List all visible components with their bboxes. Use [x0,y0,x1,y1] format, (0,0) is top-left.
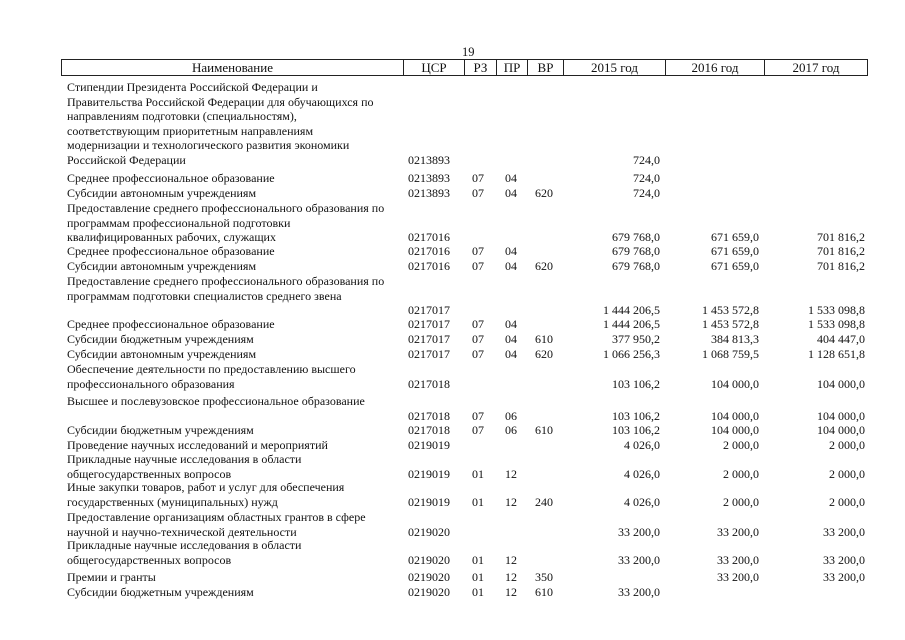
row-2017: 2 000,0 [829,438,865,452]
row-csr: 0217017 [408,317,450,331]
row-2017: 33 200,0 [823,552,865,567]
row-name: Иные закупки товаров, работ и услуг для обеспечения государственных (муниципальных) нужд [67,480,345,509]
row-csr: 0219020 [408,524,450,539]
row-csr: 0219019 [408,438,450,452]
row-csr: 0219019 [408,466,450,481]
row-pr: 04 [505,186,517,200]
row-vr: 620 [535,347,553,361]
row-csr: 0217017 [408,303,450,318]
row-name: Субсидии автономным учреждениям [67,186,257,200]
row-2016: 2 000,0 [723,466,759,481]
row-pr: 04 [505,259,517,273]
row-2017: 701 816,2 [817,259,865,273]
row-csr: 0213893 [408,171,450,185]
row-2016: 1 453 572,8 [702,303,759,318]
row-name: Обеспечение деятельности по предоставлению высшего профессионального образования [67,362,356,391]
header-2015: 2015 год [563,60,665,75]
row-2016: 2 000,0 [723,494,759,509]
row-name: Субсидии автономным учреждениям [67,347,257,361]
row-csr: 0219020 [408,570,450,584]
row-2015: 1 444 206,5 [603,303,660,318]
row-vr: 620 [535,186,553,200]
row-rz: 01 [472,494,484,509]
row-2017: 104 000,0 [817,376,865,391]
row-csr: 0217016 [408,230,450,245]
row-name: Среднее профессиональное образование [67,171,275,185]
header-name: Наименование [192,60,273,75]
row-2015: 724,0 [633,171,660,185]
row-2017: 104 000,0 [817,423,865,437]
row-name: Предоставление среднего профессионального образования по программам профессиональной подготовки квалифицированных рабочих, служащих [67,201,385,245]
row-csr: 0219020 [408,552,450,567]
row-2017: 33 200,0 [823,524,865,539]
row-csr: 0217016 [408,259,450,273]
row-rz: 07 [472,332,484,346]
row-rz: 07 [472,317,484,331]
row-2016: 104 000,0 [711,423,759,437]
row-name: Субсидии бюджетным учреждениям [67,332,254,346]
row-csr: 0213893 [408,186,450,200]
header-2016: 2016 год [665,60,764,75]
row-csr: 0217017 [408,332,450,346]
row-2016: 384 813,3 [711,332,759,346]
row-name: Субсидии автономным учреждениям [67,259,257,273]
row-pr: 12 [505,466,517,481]
row-csr: 0213893 [408,153,450,167]
row-name: Предоставление организациям областных грантов в сфере научной и научно-технической деятельности [67,510,366,539]
row-csr: 0217018 [408,408,450,423]
row-pr: 12 [505,570,517,584]
row-2016: 33 200,0 [717,570,759,584]
row-name: Субсидии бюджетным учреждениям [67,585,254,599]
row-vr: 610 [535,332,553,346]
row-name: Субсидии бюджетным учреждениям [67,423,254,437]
row-pr: 04 [505,347,517,361]
row-2016: 104 000,0 [711,408,759,423]
row-pr: 12 [505,494,517,509]
row-vr: 350 [535,570,553,584]
row-2015: 1 444 206,5 [603,317,660,331]
row-2017: 1 533 098,8 [808,303,865,318]
row-rz: 07 [472,408,484,423]
row-name: Проведение научных исследований и мероприятий [67,438,328,452]
row-2015: 679 768,0 [612,259,660,273]
row-pr: 06 [505,408,517,423]
row-name: Премии и гранты [67,570,156,584]
row-2017: 701 816,2 [817,230,865,245]
row-2015: 679 768,0 [612,230,660,245]
row-pr: 12 [505,585,517,599]
row-2016: 104 000,0 [711,376,759,391]
row-vr: 610 [535,585,553,599]
row-vr: 240 [535,494,553,509]
row-name: Предоставление среднего профессионального образования по программам подготовки специалистов среднего звена [67,274,385,303]
row-pr: 12 [505,552,517,567]
row-csr: 0217018 [408,423,450,437]
row-2016: 1 068 759,5 [702,347,759,361]
row-vr: 620 [535,259,553,273]
row-2017: 2 000,0 [829,494,865,509]
row-2016: 671 659,0 [711,244,759,258]
row-2016: 33 200,0 [717,552,759,567]
row-pr: 04 [505,244,517,258]
row-name: Среднее профессиональное образование [67,244,275,258]
row-pr: 04 [505,332,517,346]
header-rz: РЗ [464,60,496,75]
row-rz: 07 [472,171,484,185]
row-name: Стипендии Президента Российской Федерации и Правительства Российской Федерации для обучающихся по направлениям подготовки (специальностям), соответствующим приоритетным направлениям модернизации и технологического развития экономики Российской Федерации [67,80,374,167]
row-2015: 103 106,2 [612,376,660,391]
row-2015: 33 200,0 [618,552,660,567]
row-2017: 33 200,0 [823,570,865,584]
row-rz: 07 [472,259,484,273]
row-2016: 671 659,0 [711,259,759,273]
row-name: Высшее и послевузовское профессиональное образование [67,394,365,408]
row-2017: 1 128 651,8 [808,347,865,361]
row-2017: 404 447,0 [817,332,865,346]
row-2016: 2 000,0 [723,438,759,452]
row-rz: 01 [472,552,484,567]
row-2016: 1 453 572,8 [702,317,759,331]
row-2015: 33 200,0 [618,524,660,539]
header-pr: ПР [496,60,527,75]
row-pr: 06 [505,423,517,437]
row-pr: 04 [505,317,517,331]
row-rz: 07 [472,244,484,258]
row-csr: 0217016 [408,244,450,258]
row-pr: 04 [505,171,517,185]
row-2015: 377 950,2 [612,332,660,346]
table-header [61,59,868,76]
row-rz: 01 [472,466,484,481]
row-name: Прикладные научные исследования в области общегосударственных вопросов [67,452,302,481]
row-name: Прикладные научные исследования в области общегосударственных вопросов [67,538,302,567]
row-2017: 701 816,2 [817,244,865,258]
row-2015: 724,0 [633,153,660,167]
row-csr: 0217017 [408,347,450,361]
row-csr: 0219020 [408,585,450,599]
row-rz: 07 [472,186,484,200]
header-vr: ВР [527,60,563,75]
row-vr: 610 [535,423,553,437]
row-2015: 679 768,0 [612,244,660,258]
row-2017: 2 000,0 [829,466,865,481]
row-name: Среднее профессиональное образование [67,317,275,331]
row-2016: 33 200,0 [717,524,759,539]
row-2016: 671 659,0 [711,230,759,245]
row-2015: 103 106,2 [612,408,660,423]
row-rz: 07 [472,423,484,437]
row-csr: 0219019 [408,494,450,509]
header-csr: ЦСР [403,60,464,75]
page-number: 19 [462,45,475,59]
header-2017: 2017 год [764,60,867,75]
row-2015: 103 106,2 [612,423,660,437]
row-csr: 0217018 [408,376,450,391]
row-2015: 4 026,0 [624,466,660,481]
row-rz: 07 [472,347,484,361]
row-2015: 1 066 256,3 [603,347,660,361]
row-rz: 01 [472,570,484,584]
row-2015: 4 026,0 [624,438,660,452]
row-2015: 4 026,0 [624,494,660,509]
row-2015: 724,0 [633,186,660,200]
row-rz: 01 [472,585,484,599]
row-2017: 1 533 098,8 [808,317,865,331]
row-2015: 33 200,0 [618,585,660,599]
row-2017: 104 000,0 [817,408,865,423]
